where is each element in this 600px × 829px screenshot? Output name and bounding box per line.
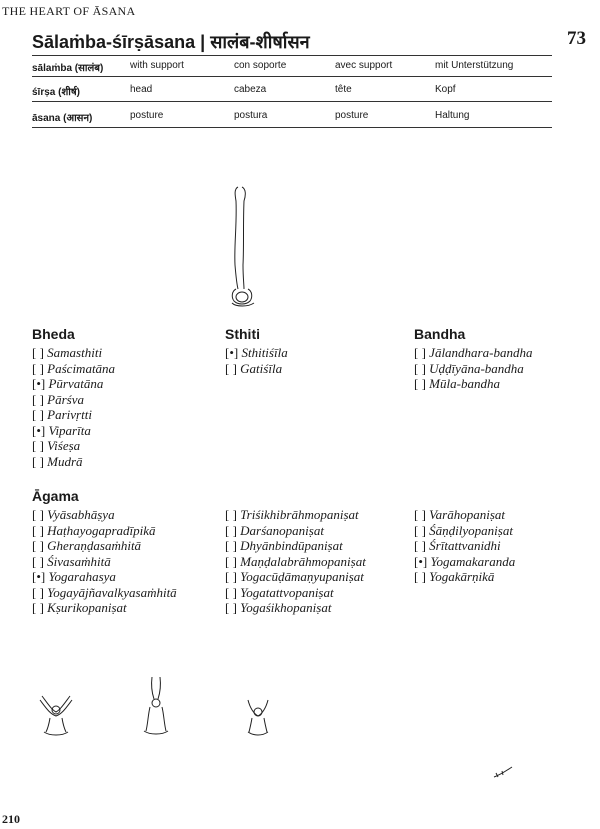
item-label: Yogacūḍāmaṇyupaniṣat [240, 569, 364, 584]
item-label: Yogamakaranda [430, 553, 516, 569]
checkbox: [ ] [225, 600, 237, 615]
list-item [414, 507, 515, 523]
list-item [32, 361, 115, 377]
item-label: Varāhopaniṣat [429, 507, 506, 522]
checkbox: [•] [32, 376, 46, 391]
list-item [32, 345, 115, 361]
item-label: Darśanopaniṣat [240, 522, 324, 538]
term-de: mit Unterstützung [435, 60, 514, 71]
item-label: Maṇḍalabrāhmopaniṣat [240, 553, 366, 569]
checkbox: [ ] [225, 507, 237, 522]
checkbox: [ ] [225, 538, 237, 553]
pose-illustration-2 [138, 675, 176, 737]
term-es: con soporte [234, 60, 287, 71]
checkbox: [ ] [32, 584, 44, 600]
item-label: Uḍḍīyāna-bandha [429, 360, 524, 376]
list-item [225, 345, 288, 361]
term-de: Haltung [435, 110, 470, 121]
bandha-heading: Bandha [414, 326, 466, 342]
sthiti-section [225, 326, 288, 376]
term-fr: posture [335, 110, 369, 121]
checkbox: [ ] [225, 553, 237, 569]
list-item [414, 554, 515, 570]
agama-column-2 [225, 507, 366, 616]
divider [32, 55, 552, 56]
list-item [414, 538, 515, 554]
item-label: Triśikhibrāhmopaniṣat [240, 507, 359, 522]
checkbox: [ ] [32, 453, 44, 469]
term-en: with support [130, 60, 184, 71]
checkbox: [ ] [225, 360, 237, 376]
item-label: Mūla-bandha [429, 376, 500, 391]
sthiti-heading: Sthiti [225, 326, 260, 342]
divider [32, 127, 552, 128]
item-label: Śāṇḍilyopaniṣat [429, 522, 513, 538]
checkbox: [ ] [414, 522, 426, 538]
list-item [32, 554, 177, 570]
term-fr: avec support [335, 60, 393, 71]
list-item [414, 523, 515, 539]
pose-illustration-1 [36, 690, 76, 738]
checkbox: [ ] [225, 569, 237, 584]
agama-column-3 [414, 507, 515, 585]
item-label: Śivasaṁhitā [47, 553, 111, 569]
item-label: Yogayājñavalkyasaṁhitā [47, 584, 177, 600]
item-label: Kṣurikopaniṣat [47, 600, 127, 615]
item-label: Haṭhayogapradīpikā [47, 522, 156, 538]
list-item [414, 376, 532, 392]
list-item [32, 600, 177, 616]
agama-heading: Āgama [32, 488, 79, 504]
list-item [225, 585, 366, 601]
item-label: Vyāsabhāṣya [47, 507, 115, 522]
list-item [32, 454, 115, 470]
list-item [225, 538, 366, 554]
item-label: Yogakārṇikā [429, 569, 495, 584]
list-item [32, 569, 177, 585]
item-label: Yogaśikhopaniṣat [240, 600, 332, 615]
item-label: Parivṛtti [47, 407, 92, 422]
list-item [32, 585, 177, 601]
list-item [414, 345, 532, 361]
checkbox: [ ] [32, 553, 44, 569]
checkbox: [ ] [414, 376, 426, 391]
checkbox: [ ] [32, 407, 44, 422]
list-item [225, 569, 366, 585]
checkbox: [ ] [414, 507, 426, 522]
list-item [32, 438, 115, 454]
list-item [32, 376, 115, 392]
term-en: posture [130, 110, 164, 121]
running-head: THE HEART OF ĀSANA [2, 4, 136, 18]
item-label: Yogatattvopaniṣat [240, 584, 334, 600]
title-devanagari: सालंब-शीर्षासन [210, 32, 310, 52]
item-label: Pūrvatāna [48, 376, 104, 391]
bandha-section [414, 326, 532, 392]
checkbox: [ ] [414, 569, 426, 584]
agama-section [32, 488, 177, 616]
item-label: Paścimatāna [47, 360, 116, 376]
list-item [225, 554, 366, 570]
bheda-section [32, 326, 115, 469]
item-label: Gatiśīla [240, 360, 283, 376]
checkbox: [•] [32, 422, 46, 438]
checkbox: [ ] [32, 600, 44, 615]
term-es: cabeza [234, 84, 267, 95]
list-item [414, 361, 532, 377]
checkbox: [ ] [32, 391, 44, 407]
term-cell: sālaṁba (सालंब) [32, 63, 104, 74]
checkbox: [•] [32, 569, 46, 584]
checkbox: [•] [414, 553, 428, 569]
term-fr: tête [335, 84, 352, 95]
checkbox: [ ] [225, 522, 237, 538]
checkbox: [ ] [225, 584, 237, 600]
page-number-bottom: 210 [2, 812, 20, 826]
term-en: head [130, 84, 153, 95]
page-title [32, 30, 310, 54]
item-label: Śrītattvanidhi [429, 538, 501, 553]
checkbox: [•] [225, 345, 239, 360]
title-latin: Sālaṁba-śīrṣāsana [32, 32, 196, 52]
checkbox: [ ] [414, 345, 426, 360]
item-label: Gheraṇḍasaṁhitā [47, 538, 142, 553]
list-item [225, 600, 366, 616]
checkbox: [ ] [32, 538, 44, 553]
list-item [32, 407, 115, 423]
item-label: Viśeṣa [47, 438, 81, 453]
term-de: Kopf [435, 84, 456, 95]
divider [32, 101, 552, 102]
checkbox: [ ] [32, 522, 44, 538]
list-item [32, 507, 177, 523]
list-item [225, 361, 288, 377]
item-label: Jālandhara-bandha [429, 345, 533, 360]
checkbox: [ ] [32, 360, 44, 376]
item-label: Pārśva [47, 391, 85, 407]
list-item [32, 392, 115, 408]
list-item [32, 423, 115, 439]
item-label: Yogarahasya [48, 569, 116, 584]
list-item [414, 569, 515, 585]
decorative-mark [492, 765, 514, 779]
checkbox: [ ] [414, 360, 426, 376]
page-number-top: 73 [567, 28, 586, 49]
bheda-heading: Bheda [32, 326, 75, 342]
item-label: Samasthiti [47, 345, 103, 360]
pose-illustration-3 [240, 696, 276, 738]
item-label: Sthitiśīla [241, 345, 288, 360]
list-item [225, 507, 366, 523]
list-item [32, 523, 177, 539]
checkbox: [ ] [414, 538, 426, 553]
list-item [32, 538, 177, 554]
term-es: postura [234, 110, 268, 121]
checkbox: [ ] [32, 438, 44, 453]
item-label: Mudrā [47, 453, 83, 469]
list-item [225, 523, 366, 539]
term-cell: śīrṣa (शीर्ष) [32, 87, 80, 98]
item-label: Viparīta [48, 422, 91, 438]
item-label: Dhyānbindūpaniṣat [240, 538, 343, 553]
divider [32, 76, 552, 77]
headstand-illustration [222, 185, 262, 310]
checkbox: [ ] [32, 345, 44, 360]
term-cell: āsana (आसन) [32, 113, 93, 124]
title-separator: | [200, 32, 206, 52]
checkbox: [ ] [32, 507, 44, 522]
